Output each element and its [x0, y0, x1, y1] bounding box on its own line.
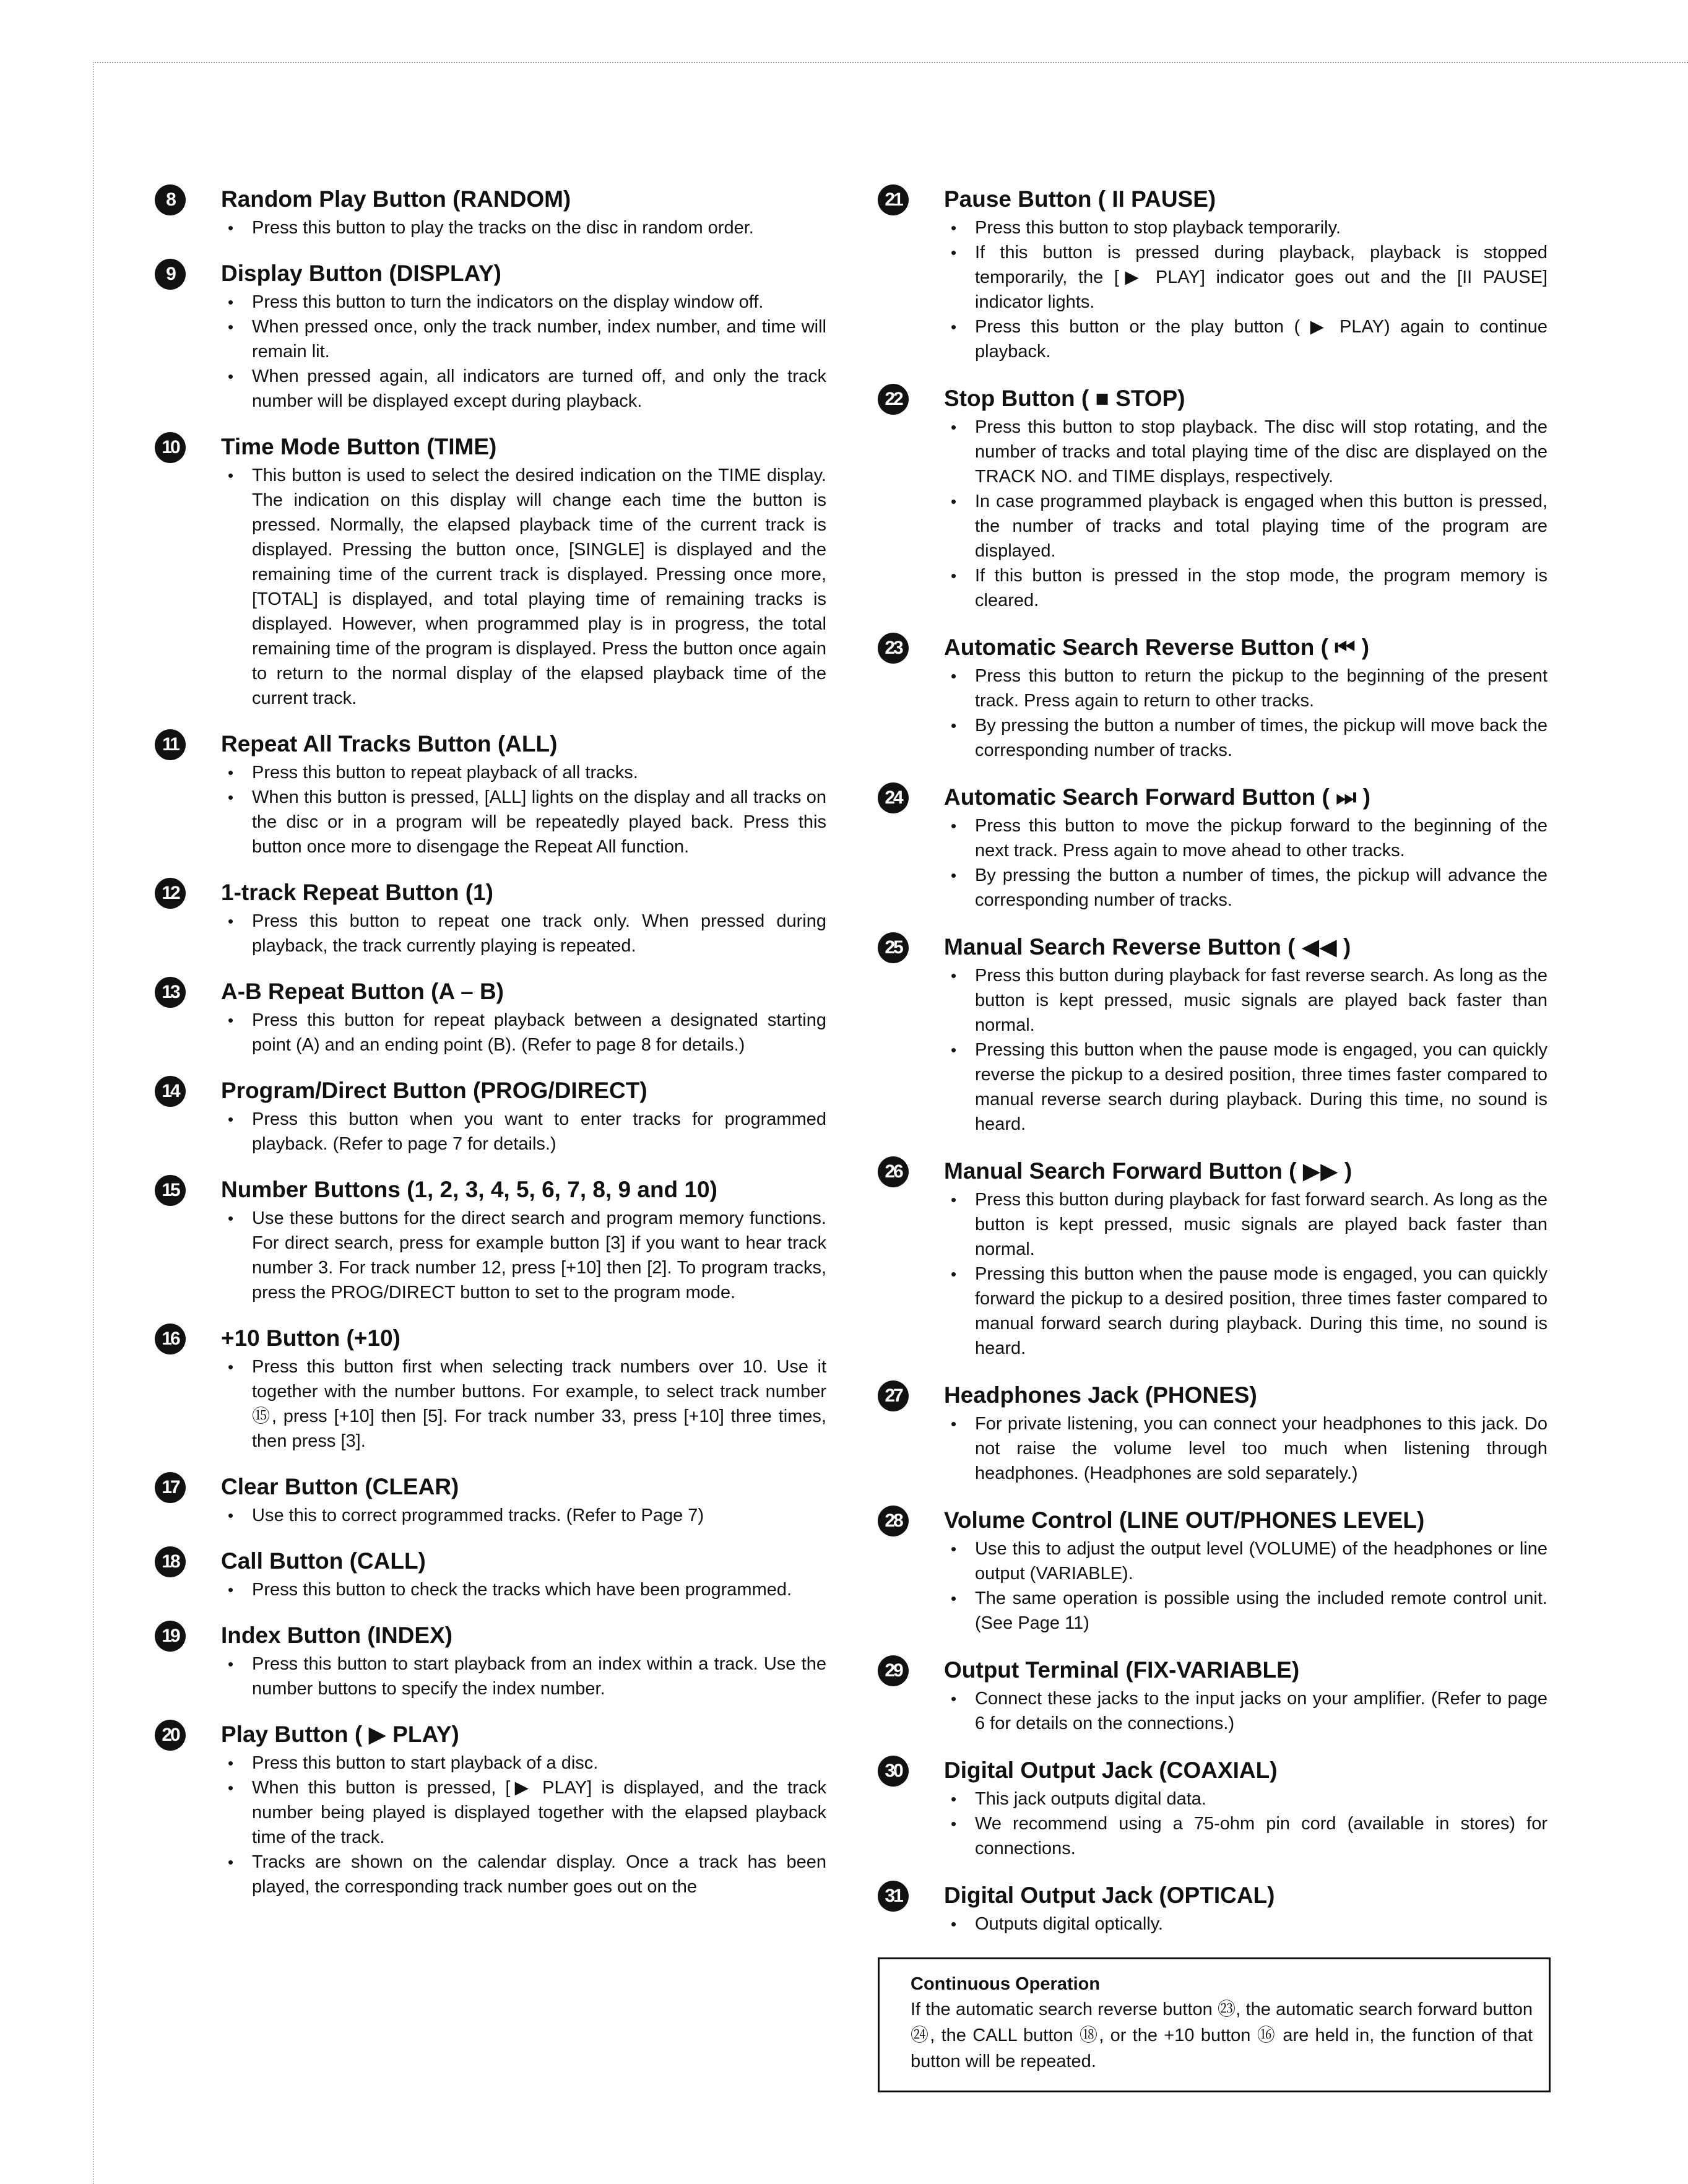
section-title: Call Button (CALL): [221, 1548, 426, 1574]
bullet-item: • Use these buttons for the direct search and program memory functions. For direct search, press for example button [3] if you want to hear track number 3. For track number 12, press [+10] then [2]. To program tracks, press the PROG/DIRECT button to set to the program mode.: [221, 1206, 826, 1305]
bullet-item: • Pressing this button when the pause mode is engaged, you can quickly reverse the pickup to a desired position, three times faster compared to manual reverse search during playback. During this time, no sound is heard.: [944, 1038, 1547, 1137]
section-number-badge: 29: [878, 1655, 909, 1686]
section-14: [155, 1077, 826, 1156]
bullet-list: [221, 1008, 826, 1057]
section-number-badge: 10: [155, 432, 186, 463]
section-number-badge: 16: [155, 1324, 186, 1354]
bullet-item: • Press this button to return the pickup to the beginning of the present track. Press again to return to other tracks.: [944, 664, 1547, 713]
section-19: [155, 1622, 826, 1701]
section-number-badge: 21: [878, 184, 909, 215]
bullet-item: • Press this button to stop playback. The disc will stop rotating, and the number of tracks and total playing time of the disc are displayed on the TRACK NO. and TIME displays, respectively.: [944, 415, 1547, 489]
section-title: Pause Button ( II PAUSE): [944, 186, 1216, 212]
bullet-item: • This jack outputs digital data.: [944, 1787, 1547, 1811]
bullet-item: • Press this button to repeat playback of all tracks.: [221, 760, 826, 785]
bullet-list: [944, 1787, 1547, 1861]
section-title: Index Button (INDEX): [221, 1623, 453, 1648]
section-number-badge: 19: [155, 1621, 186, 1652]
section-18: [155, 1548, 826, 1602]
bullet-item: • Press this button to check the tracks which have been programmed.: [221, 1577, 826, 1602]
bullet-item: • When this button is pressed, [ALL] lights on the display and all tracks on the disc or in a program will be repeatedly played back. Press this button once more to disengage the Repeat All function.: [221, 785, 826, 859]
bullet-item: • When pressed again, all indicators are turned off, and only the track number will be displayed except during playback.: [221, 364, 826, 414]
bullet-item: • Press this button to turn the indicators on the display window off.: [221, 290, 826, 314]
section-27: [878, 1382, 1547, 1486]
section-number-badge: 20: [155, 1720, 186, 1751]
bullet-list: [944, 963, 1547, 1137]
bullet-item: • In case programmed playback is engaged when this button is pressed, the number of tracks and total playing time of the program are displayed.: [944, 489, 1547, 563]
section-title: Play Button ( ▶ PLAY): [221, 1722, 459, 1747]
section-17: [155, 1473, 826, 1528]
section-title: Stop Button ( ■ STOP): [944, 386, 1185, 411]
section-number-badge: 22: [878, 384, 909, 415]
bullet-item: • Outputs digital optically.: [944, 1912, 1547, 1936]
section-title: +10 Button (+10): [221, 1325, 400, 1351]
section-28: [878, 1507, 1547, 1636]
bullet-list: [221, 1751, 826, 1899]
bullet-list: [944, 1187, 1547, 1361]
section-number-badge: 24: [878, 782, 909, 813]
bullet-item: • The same operation is possible using the included remote control unit. (See Page 11): [944, 1586, 1547, 1636]
left-column: [155, 186, 826, 1919]
section-31: [878, 1882, 1547, 1936]
bullet-item: • Pressing this button when the pause mode is engaged, you can quickly forward the pickup to a desired position, three times faster compared to manual forward search during playback. During this time, no sound is heard.: [944, 1262, 1547, 1361]
bullet-list: [221, 463, 826, 711]
section-title: Repeat All Tracks Button (ALL): [221, 731, 558, 756]
section-title: Manual Search Forward Button ( ▶▶ ): [944, 1158, 1353, 1184]
section-26: [878, 1158, 1547, 1361]
bullet-list: [944, 1912, 1547, 1936]
bullet-list: [221, 290, 826, 414]
section-number-badge: 17: [155, 1472, 186, 1503]
top-border-line: [93, 62, 1688, 63]
section-title: Volume Control (LINE OUT/PHONES LEVEL): [944, 1507, 1425, 1533]
bullet-item: • Press this button to start playback of a disc.: [221, 1751, 826, 1775]
bullet-list: [221, 909, 826, 958]
bullet-item: • Use this to adjust the output level (VOLUME) of the headphones or line output (VARIABLE).: [944, 1536, 1547, 1586]
bullet-item: • Press this button to play the tracks on the disc in random order.: [221, 215, 826, 240]
section-10: [155, 433, 826, 711]
note-title: Continuous Operation: [911, 1974, 1101, 1994]
bullet-list: [944, 813, 1547, 912]
section-22: [878, 385, 1547, 613]
section-number-badge: 26: [878, 1156, 909, 1187]
section-number-badge: 30: [878, 1756, 909, 1787]
section-number-badge: 25: [878, 932, 909, 963]
section-25: [878, 934, 1547, 1137]
section-title: Time Mode Button (TIME): [221, 434, 497, 459]
section-title: Headphones Jack (PHONES): [944, 1382, 1257, 1408]
section-30: [878, 1757, 1547, 1861]
continuous-operation-note: [878, 1957, 1551, 2092]
bullet-list: [221, 1354, 826, 1454]
bullet-list: [944, 1686, 1547, 1736]
section-number-badge: 8: [155, 184, 186, 215]
bullet-item: • Press this button or the play button ( ▶ PLAY) again to continue playback.: [944, 314, 1547, 364]
bullet-item: • Press this button for repeat playback between a designated starting point (A) and an ending point (B). (Refer to page 8 for details.): [221, 1008, 826, 1057]
section-12: [155, 879, 826, 958]
section-9: [155, 260, 826, 414]
bullet-item: • Press this button during playback for fast reverse search. As long as the button is kept pressed, music signals are played back faster than normal.: [944, 963, 1547, 1038]
section-title: Digital Output Jack (OPTICAL): [944, 1883, 1275, 1908]
bullet-item: • By pressing the button a number of times, the pickup will move back the corresponding number of tracks.: [944, 713, 1547, 763]
section-11: [155, 730, 826, 859]
section-title: 1-track Repeat Button (1): [221, 880, 493, 905]
bullet-item: • When pressed once, only the track number, index number, and time will remain lit.: [221, 314, 826, 364]
section-29: [878, 1657, 1547, 1736]
section-16: [155, 1325, 826, 1454]
section-title: Program/Direct Button (PROG/DIRECT): [221, 1078, 647, 1103]
bullet-item: • Press this button during playback for fast forward search. As long as the button is kept pressed, music signals are played back faster than normal.: [944, 1187, 1547, 1262]
section-15: [155, 1176, 826, 1305]
section-title: Clear Button (CLEAR): [221, 1474, 459, 1499]
section-title: Automatic Search Reverse Button ( ⏮ ): [944, 635, 1370, 660]
section-20: [155, 1721, 826, 1899]
section-title: Display Button (DISPLAY): [221, 261, 501, 286]
bullet-list: [944, 415, 1547, 613]
bullet-item: • We recommend using a 75-ohm pin cord (available in stores) for connections.: [944, 1811, 1547, 1861]
bullet-list: [221, 215, 826, 240]
bullet-list: [221, 1107, 826, 1156]
bullet-item: • When this button is pressed, [▶ PLAY] is displayed, and the track number being played is displayed together with the elapsed playback time of the track.: [221, 1775, 826, 1850]
bullet-list: [221, 1503, 826, 1528]
bullet-list: [944, 1411, 1547, 1486]
bullet-item: • Press this button to start playback from an index within a track. Use the number buttons to specify the index number.: [221, 1652, 826, 1701]
bullet-item: • For private listening, you can connect your headphones to this jack. Do not raise the volume level too much when listening through headphones. (Headphones are sold separately.): [944, 1411, 1547, 1486]
bullet-item: • Tracks are shown on the calendar display. Once a track has been played, the corresponding track number goes out on the: [221, 1850, 826, 1899]
bullet-list: [944, 215, 1547, 364]
section-13: [155, 978, 826, 1057]
section-number-badge: 23: [878, 633, 909, 664]
section-number-badge: 27: [878, 1380, 909, 1411]
section-title: Random Play Button (RANDOM): [221, 186, 571, 212]
section-24: [878, 784, 1547, 912]
bullet-item: • Use this to correct programmed tracks. (Refer to Page 7): [221, 1503, 826, 1528]
bullet-item: • If this button is pressed in the stop mode, the program memory is cleared.: [944, 563, 1547, 613]
section-title: Manual Search Reverse Button ( ◀◀ ): [944, 934, 1351, 960]
bullet-item: • Press this button to repeat one track only. When pressed during playback, the track currently playing is repeated.: [221, 909, 826, 958]
section-title: Number Buttons (1, 2, 3, 4, 5, 6, 7, 8, 9 and 10): [221, 1177, 717, 1202]
bullet-item: • Press this button when you want to enter tracks for programmed playback. (Refer to page 7 for details.): [221, 1107, 826, 1156]
section-number-badge: 15: [155, 1175, 186, 1206]
note-body: If the automatic search reverse button ㉓, the automatic search forward button ㉔, the CALL button ⑱, or the +10 button ⑯ are held in, the function of that button will be repeated.: [911, 2000, 1533, 2071]
section-8: [155, 186, 826, 240]
section-number-badge: 9: [155, 259, 186, 290]
bullet-item: • Press this button first when selecting track numbers over 10. Use it together with the number buttons. For example, to select track number ⑮, press [+10] then [5]. For track number 33, press [+10] three times, then press [3].: [221, 1354, 826, 1454]
section-number-badge: 11: [155, 729, 186, 760]
section-21: [878, 186, 1547, 364]
bullet-list: [221, 1206, 826, 1305]
bullet-item: • Press this button to stop playback temporarily.: [944, 215, 1547, 240]
section-title: A-B Repeat Button (A – B): [221, 979, 504, 1004]
right-column: [878, 186, 1547, 2092]
left-border-line: [93, 62, 94, 2184]
section-number-badge: 31: [878, 1881, 909, 1912]
bullet-list: [944, 664, 1547, 763]
section-number-badge: 28: [878, 1506, 909, 1536]
bullet-item: • Connect these jacks to the input jacks on your amplifier. (Refer to page 6 for details on the connections.): [944, 1686, 1547, 1736]
bullet-item: • If this button is pressed during playback, playback is stopped temporarily, the [▶ PLAY] indicator goes out and the [II PAUSE] indicator lights.: [944, 240, 1547, 314]
bullet-list: [221, 1652, 826, 1701]
section-title: Digital Output Jack (COAXIAL): [944, 1757, 1278, 1783]
section-title: Output Terminal (FIX-VARIABLE): [944, 1657, 1300, 1683]
section-number-badge: 18: [155, 1546, 186, 1577]
section-number-badge: 13: [155, 977, 186, 1008]
section-number-badge: 12: [155, 878, 186, 909]
section-23: [878, 634, 1547, 763]
bullet-item: • By pressing the button a number of times, the pickup will advance the corresponding number of tracks.: [944, 863, 1547, 912]
bullet-list: [944, 1536, 1547, 1636]
bullet-item: • Press this button to move the pickup forward to the beginning of the next track. Press again to move ahead to other tracks.: [944, 813, 1547, 863]
section-title: Automatic Search Forward Button ( ⏭ ): [944, 784, 1371, 810]
bullet-list: [221, 760, 826, 859]
bullet-list: [221, 1577, 826, 1602]
bullet-item: • This button is used to select the desired indication on the TIME display. The indication on this display will change each time the button is pressed. Normally, the elapsed playback time of the current track is displayed. Pressing the button once, [SINGLE] is displayed and the remaining time of the current track is displayed. Pressing once more, [TOTAL] is displayed, and total playing time of remaining tracks is displayed. However, when programmed play is in progress, the total remaining time of the program is displayed. Press the button once again to return to the normal display of the elapsed playback time of the current track.: [221, 463, 826, 711]
section-number-badge: 14: [155, 1076, 186, 1107]
